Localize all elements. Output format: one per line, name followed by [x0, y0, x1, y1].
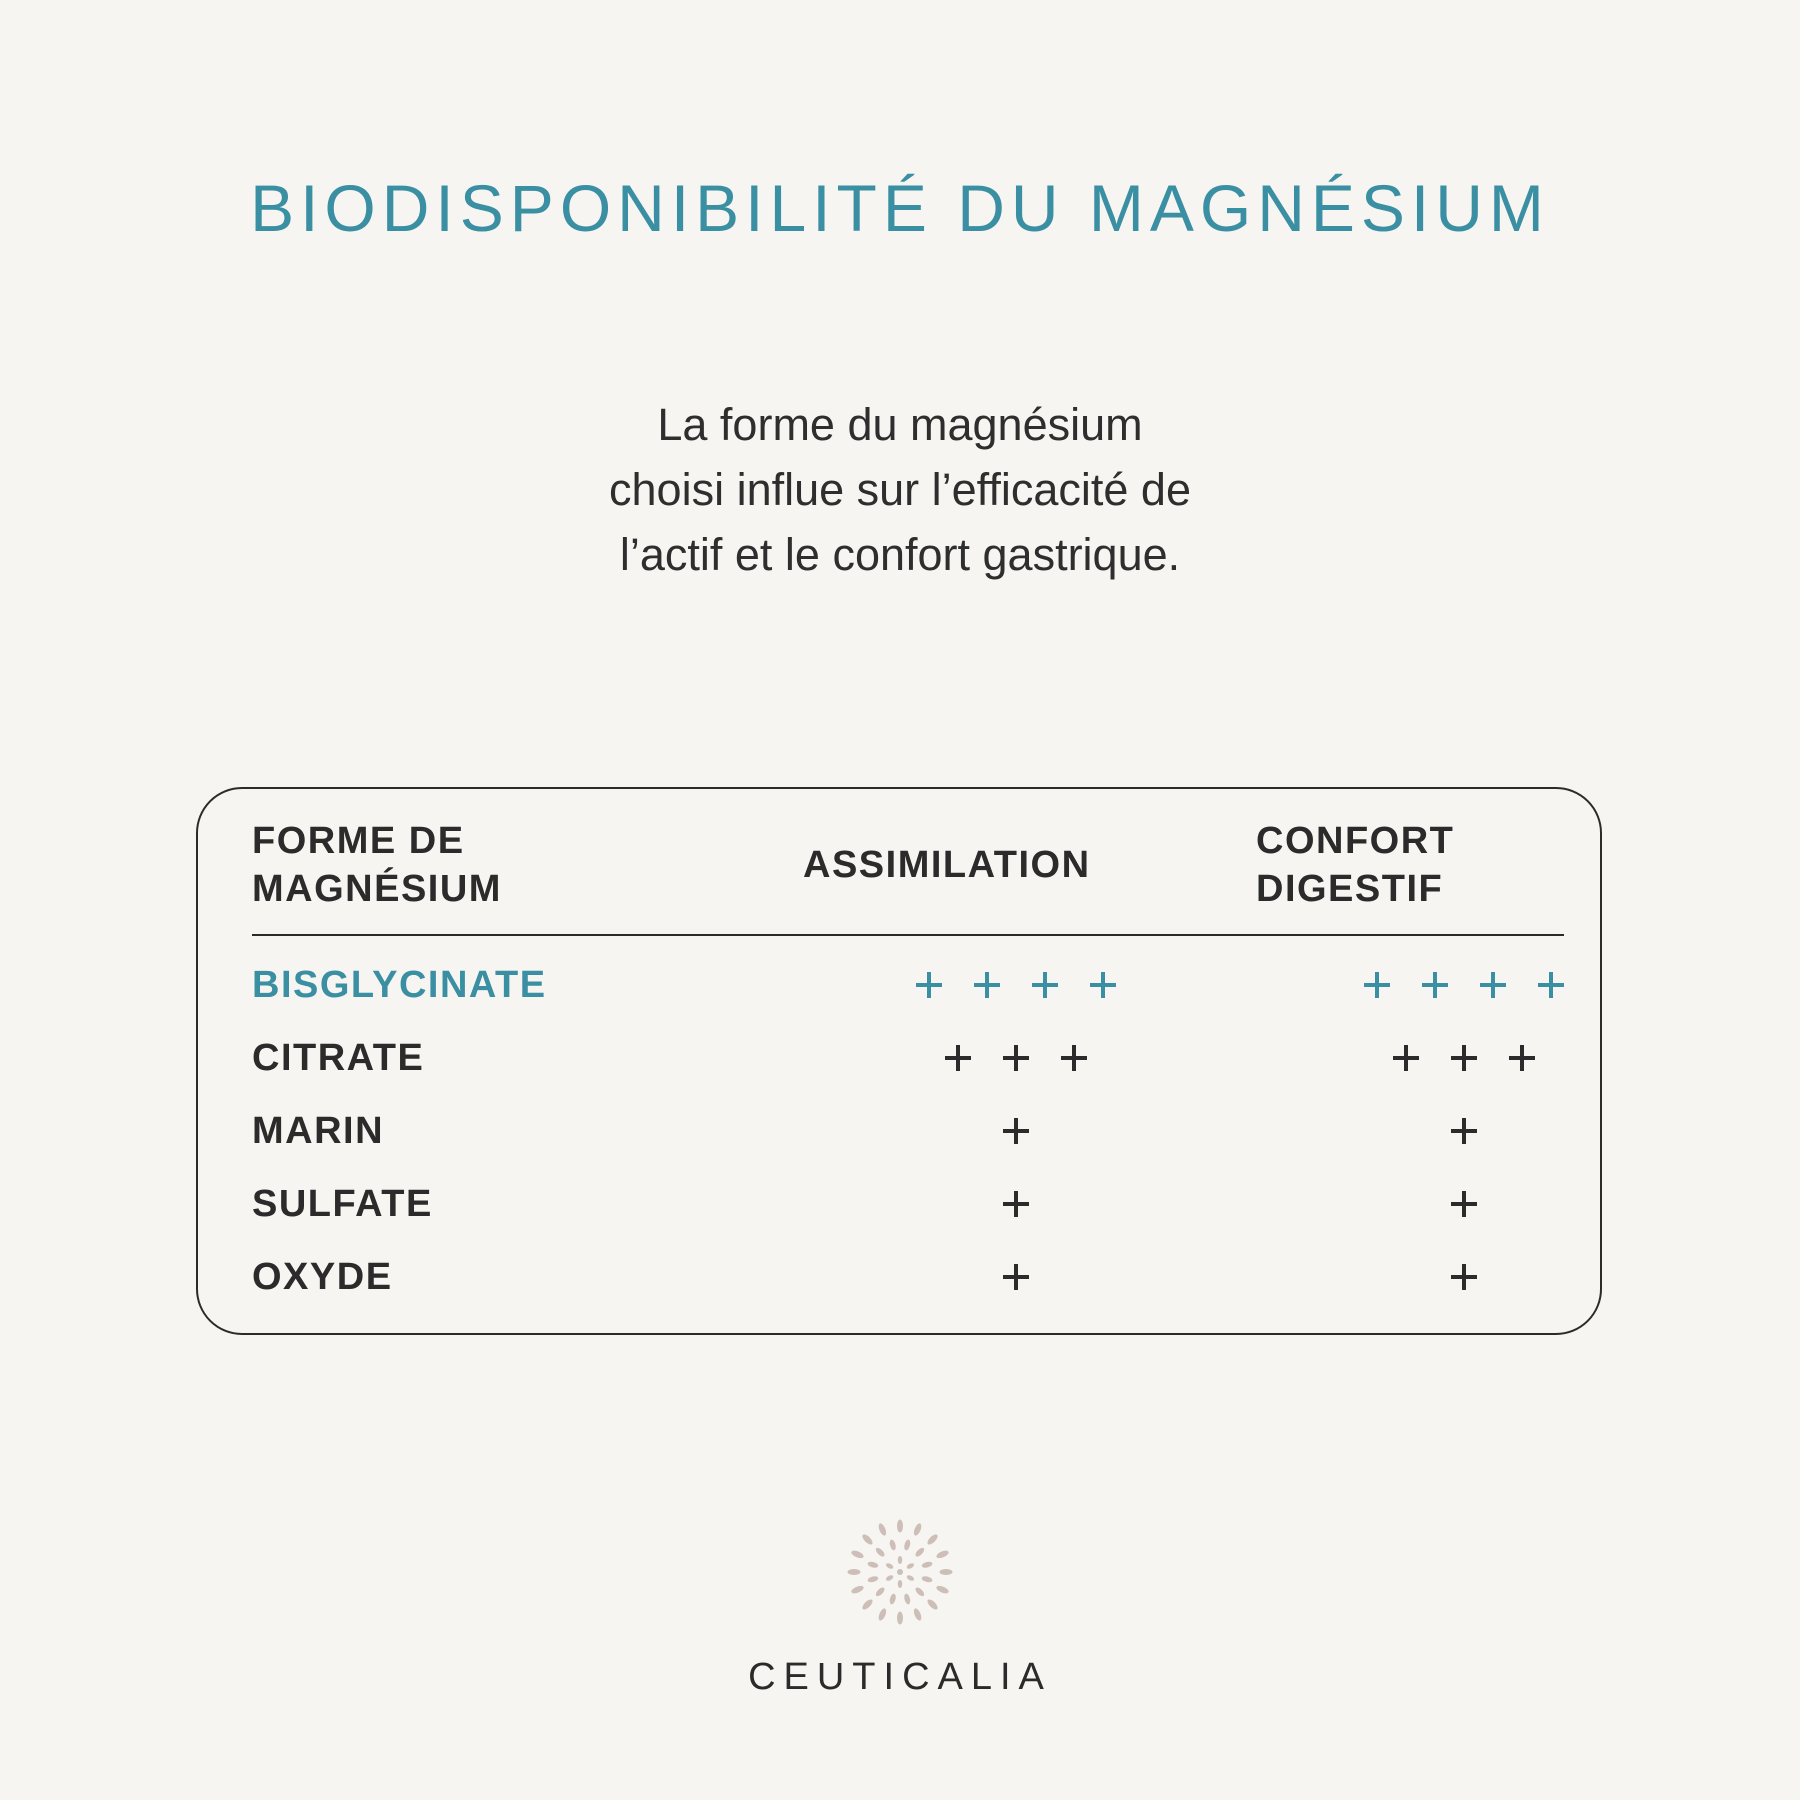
logo-petal: [940, 1569, 953, 1575]
mandala-flower-logo: [836, 1508, 964, 1636]
logo-petal: [914, 1586, 926, 1598]
header-form-line: FORME DE: [252, 820, 465, 862]
row-name: MARIN: [252, 1110, 385, 1152]
comparison-table: [196, 787, 1602, 1335]
table-row: [252, 1028, 1564, 1088]
logo-petal: [926, 1598, 939, 1611]
plus-icon: [1451, 1191, 1477, 1217]
intro-line: l’actif et le confort gastrique.: [619, 529, 1181, 580]
logo-petal: [898, 1556, 903, 1564]
plus-icon: [1480, 972, 1506, 998]
logo-petal: [906, 1574, 915, 1582]
logo-petal: [877, 1607, 888, 1621]
plus-icon: [1451, 1045, 1477, 1071]
logo-petal: [912, 1607, 923, 1621]
assimilation-rating: [866, 1101, 1166, 1161]
header-confort: [1256, 817, 1454, 913]
plus-icon: [945, 1045, 971, 1071]
plus-icon: [1422, 972, 1448, 998]
logo-petal: [889, 1539, 897, 1551]
plus-icon: [1003, 1118, 1029, 1144]
assimilation-rating: [866, 1174, 1166, 1234]
intro-text: [450, 392, 1350, 587]
logo-petal: [874, 1546, 886, 1558]
logo-petal: [903, 1539, 911, 1551]
logo-petal: [921, 1575, 933, 1583]
assimilation-rating: [866, 955, 1166, 1015]
plus-icon: [1003, 1191, 1029, 1217]
logo-petal: [850, 1549, 864, 1560]
logo-center: [897, 1569, 903, 1575]
confort-rating: [1314, 1028, 1614, 1088]
logo-petal: [861, 1533, 874, 1546]
plus-icon: [974, 972, 1000, 998]
assimilation-rating: [866, 1247, 1166, 1307]
logo-petal: [935, 1584, 949, 1595]
header-confort-line: DIGESTIF: [1256, 868, 1444, 910]
page-title: BIODISPONIBILITÉ DU MAGNÉSIUM: [250, 171, 1550, 245]
logo-petal: [861, 1598, 874, 1611]
confort-rating: [1314, 1174, 1614, 1234]
intro-line: choisi influe sur l’efficacité de: [609, 464, 1191, 515]
logo-petal: [912, 1522, 923, 1536]
header-divider: [252, 934, 1564, 936]
table-row: [252, 1247, 1564, 1307]
logo-petal: [867, 1575, 879, 1583]
logo-petal: [914, 1546, 926, 1558]
logo-petal: [921, 1561, 933, 1569]
plus-icon: [1032, 972, 1058, 998]
plus-icon: [1003, 1045, 1029, 1071]
row-name: BISGLYCINATE: [252, 964, 547, 1006]
plus-icon: [1451, 1118, 1477, 1144]
logo-petal: [848, 1569, 861, 1575]
plus-icon: [916, 972, 942, 998]
confort-rating: [1314, 1247, 1614, 1307]
logo-petal: [850, 1584, 864, 1595]
row-name: OXYDE: [252, 1256, 393, 1298]
header-form: [252, 817, 502, 913]
logo-petal: [889, 1593, 897, 1605]
logo-petal: [898, 1580, 903, 1588]
plus-icon: [1509, 1045, 1535, 1071]
confort-rating: [1314, 955, 1614, 1015]
logo-petal: [906, 1562, 915, 1570]
header-confort-line: CONFORT: [1256, 820, 1455, 862]
header-assimilation: ASSIMILATION: [803, 844, 1091, 886]
assimilation-rating: [866, 1028, 1166, 1088]
logo-petal: [897, 1612, 903, 1625]
confort-rating: [1314, 1101, 1614, 1161]
logo-petal: [903, 1593, 911, 1605]
plus-icon: [1003, 1264, 1029, 1290]
logo-petal: [885, 1574, 894, 1582]
table-row: [252, 1174, 1564, 1234]
table-row: [252, 1101, 1564, 1161]
row-name: CITRATE: [252, 1037, 425, 1079]
plus-icon: [1364, 972, 1390, 998]
logo-petal: [897, 1520, 903, 1533]
logo-petal: [926, 1533, 939, 1546]
plus-icon: [1538, 972, 1564, 998]
row-name: SULFATE: [252, 1183, 433, 1225]
logo-petal: [867, 1561, 879, 1569]
header-form-line: MAGNÉSIUM: [252, 868, 502, 910]
logo-petal: [874, 1586, 886, 1598]
logo-petal: [877, 1522, 888, 1536]
plus-icon: [1090, 972, 1116, 998]
table-row: [252, 955, 1564, 1015]
plus-icon: [1393, 1045, 1419, 1071]
logo-petal: [935, 1549, 949, 1560]
plus-icon: [1061, 1045, 1087, 1071]
brand-name: CEUTICALIA: [748, 1656, 1052, 1698]
plus-icon: [1451, 1264, 1477, 1290]
intro-line: La forme du magnésium: [657, 399, 1143, 450]
logo-petal: [885, 1562, 894, 1570]
